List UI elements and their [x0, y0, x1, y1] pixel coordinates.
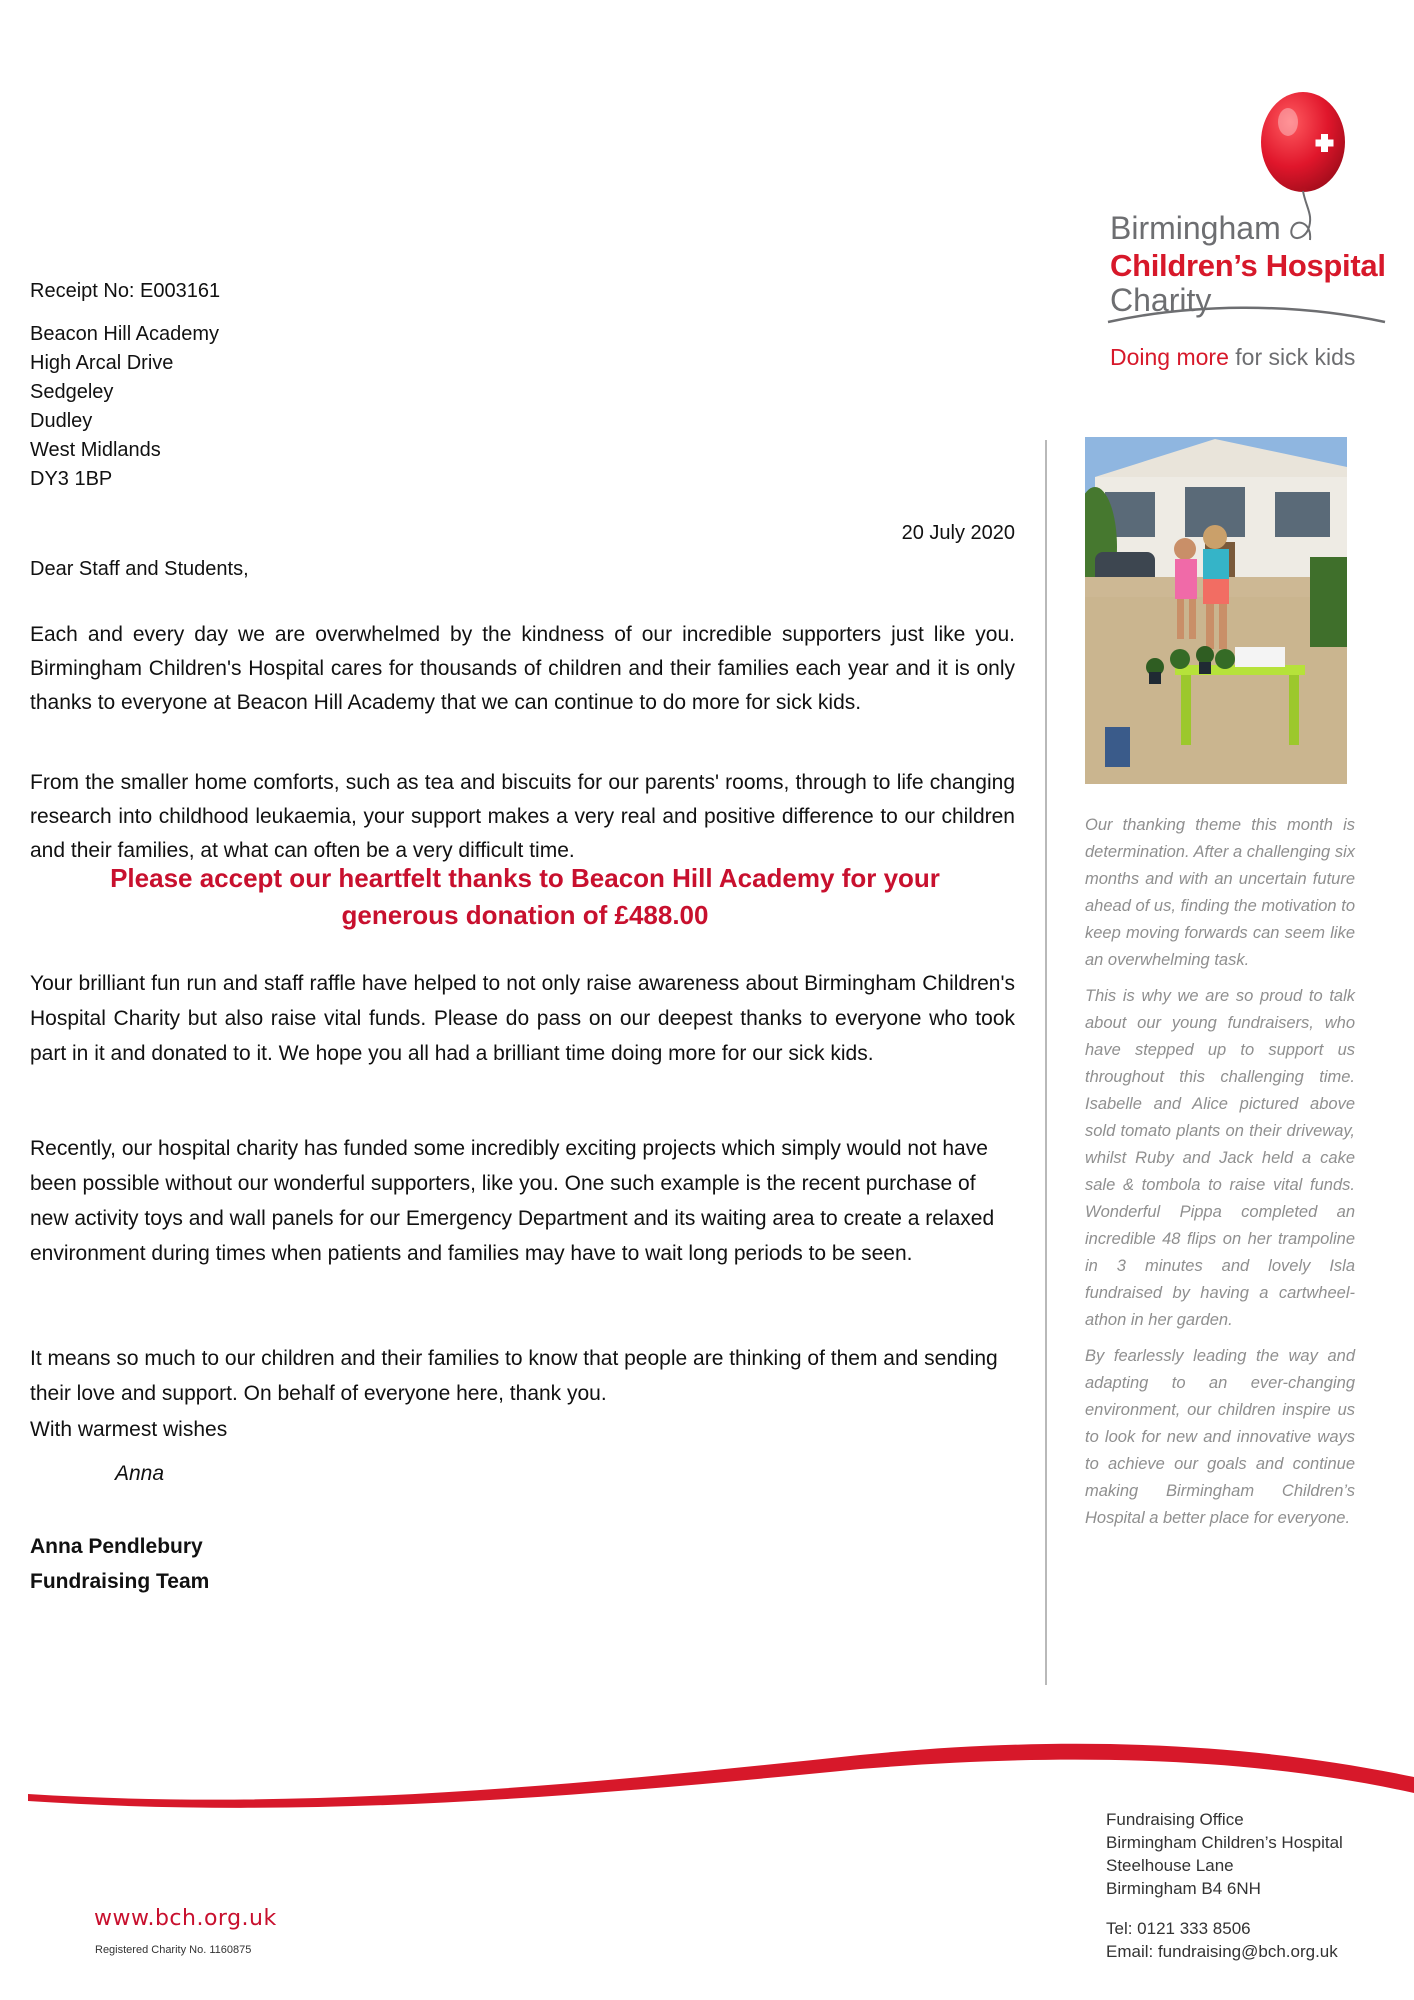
- thanking-theme-sidebar: [1085, 812, 1355, 1541]
- thanks-line-2: generous donation of £488.00: [341, 900, 709, 930]
- logo-text-line2: Children’s Hospital: [1110, 248, 1386, 283]
- thanks-line-1: Please accept our heartfelt thanks to Beacon Hill Academy for your: [110, 863, 940, 893]
- sidebar-paragraph-2: This is why we are so proud to talk about our young fundraisers, who have stepped up to support us throughout this challenging time. Isabelle and Alice pictured above sold tomato plants on their driveway, whilst Ruby and Jack held a cake sale & tombola to raise vital funds. Wonderful Pippa completed an incredible 48 flips on her trampoline in 3 minutes and lovely Isla fundraised by having a cartwheel-athon in her garden.: [1085, 987, 1355, 1329]
- fundraisers-photo: [1085, 437, 1347, 784]
- office-line: Steelhouse Lane: [1106, 1856, 1234, 1875]
- body-paragraph-1: Each and every day we are overwhelmed by the kindness of our incredible supporters just like you. Birmingham Children's Hospital cares for thousands of children and their families each year and it is only thanks to everyone at Beacon Hill Academy that we can continue to do more for sick kids.: [30, 623, 1015, 714]
- website-link[interactable]: www.bch.org.uk: [94, 1906, 277, 1931]
- office-line: Birmingham Children’s Hospital: [1106, 1833, 1343, 1852]
- closing-line: With warmest wishes: [30, 1418, 228, 1441]
- letter-date: 20 July 2020: [901, 522, 1015, 544]
- tagline-red: Doing more: [1110, 344, 1229, 370]
- signature: Anna: [115, 1462, 165, 1485]
- address-line: High Arcal Drive: [30, 352, 174, 374]
- phone-number: Tel: 0121 333 8506: [1106, 1919, 1251, 1938]
- body-paragraph-2: From the smaller home comforts, such as tea and biscuits for our parents' rooms, through to life changing research into childhood leukaemia, your support makes a very real and positive difference to our children and their families, at what can often be a very difficult time.: [30, 771, 1015, 862]
- recipient-address: [30, 320, 1015, 494]
- logo-text-line1: Birmingham: [1110, 210, 1281, 246]
- body-paragraph-3: Your brilliant fun run and staff raffle have helped to not only raise awareness about Birmingham Children's Hospital Charity but also raise vital funds. Please do pass on our deepest thanks to everyone who took part in it and donated to it. We hope you all had a brilliant time doing more for our sick kids.: [30, 972, 1015, 1065]
- salutation: Dear Staff and Students,: [30, 558, 249, 580]
- body-paragraph-5: It means so much to our children and their families to know that people are thinking of them and sending their love and support. On behalf of everyone here, thank you.: [30, 1347, 998, 1405]
- tagline-grey: for sick kids: [1228, 344, 1356, 370]
- contact-details: [1106, 1917, 1338, 1963]
- email-address[interactable]: Email: fundraising@bch.org.uk: [1106, 1942, 1338, 1961]
- registered-charity-number: Registered Charity No. 1160875: [95, 1944, 252, 1956]
- signer-team: Fundraising Team: [30, 1570, 210, 1593]
- logo-text-line3: Charity: [1110, 282, 1212, 318]
- sidebar-paragraph-3: By fearlessly leading the way and adapting to an ever-changing environment, our children inspire us to look for new and innovative ways to achieve our goals and continue making Birmingham Children’s Hospital a better place for everyone.: [1085, 1347, 1355, 1527]
- office-line: Birmingham B4 6NH: [1106, 1879, 1261, 1898]
- sidebar-paragraph-1: Our thanking theme this month is determination. After a challenging six months and with an uncertain future ahead of us, finding the motivation to keep moving forwards can seem like an overwhelming task.: [1085, 816, 1355, 969]
- office-line: Fundraising Office: [1106, 1810, 1244, 1829]
- address-line: Sedgeley: [30, 381, 114, 403]
- address-line: Beacon Hill Academy: [30, 323, 219, 345]
- address-line: DY3 1BP: [30, 468, 113, 490]
- charity-logo: [1100, 90, 1390, 380]
- body-paragraph-4: Recently, our hospital charity has funded some incredibly exciting projects which simply would not have been possible without our wonderful supporters, like you. One such example is the recent purchase of new activity toys and wall panels for our Emergency Department and its waiting area to create a relaxed environment during times when patients and families may have to wait long periods to be seen.: [30, 1137, 995, 1265]
- signer-name: Anna Pendlebury: [30, 1535, 203, 1558]
- office-address: [1106, 1808, 1343, 1900]
- address-line: West Midlands: [30, 439, 161, 461]
- logo-tagline: [1110, 344, 1355, 371]
- address-line: Dudley: [30, 410, 93, 432]
- photo-image: [1085, 437, 1347, 784]
- receipt-number: Receipt No: E003161: [30, 280, 221, 302]
- column-divider: [1045, 440, 1047, 1685]
- donation-thanks-heading: [60, 860, 990, 934]
